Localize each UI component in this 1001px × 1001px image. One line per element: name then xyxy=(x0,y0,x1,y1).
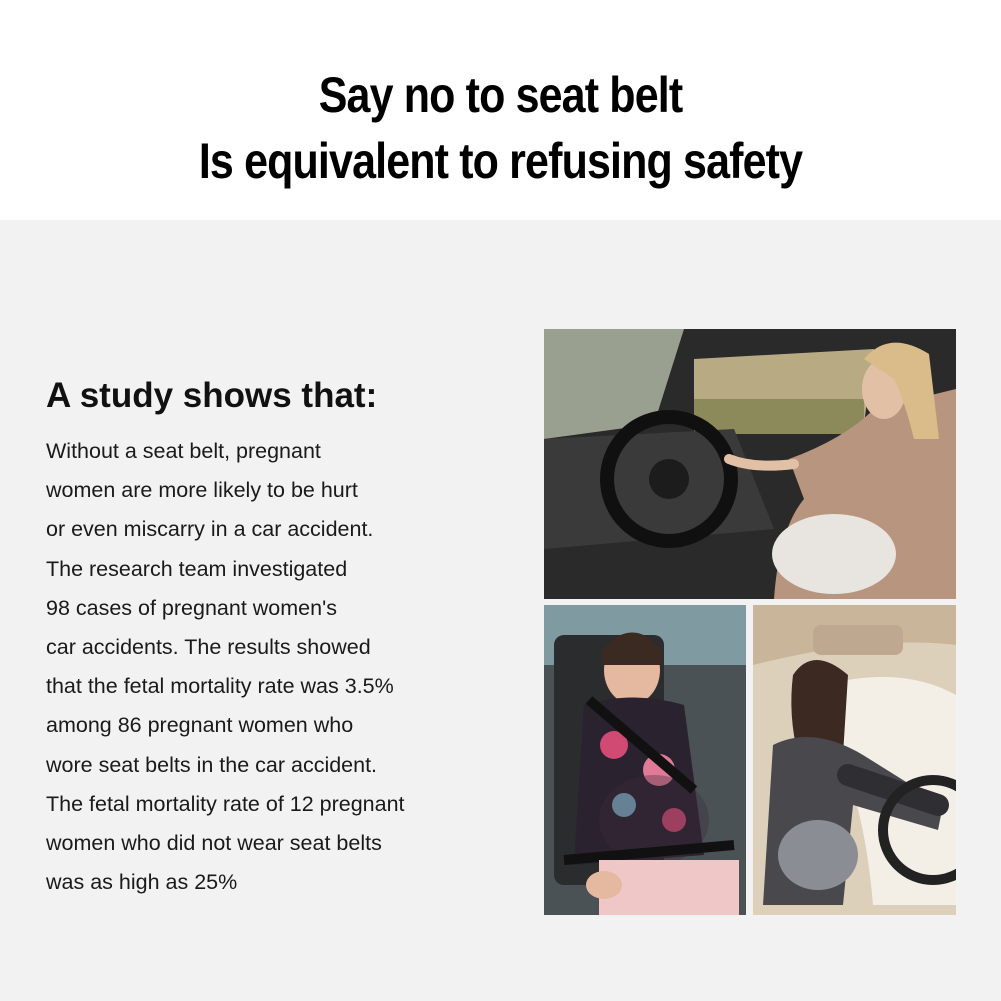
header-banner xyxy=(0,0,1001,220)
headline-line-1: Say no to seat belt xyxy=(318,67,683,123)
study-line: The research team investigated xyxy=(46,556,348,581)
study-line: Without a seat belt, pregnant xyxy=(46,439,321,463)
study-body xyxy=(46,432,486,902)
study-line: or even miscarry in a car accident. xyxy=(46,517,374,542)
study-line: The fetal mortality rate of 12 pregnant xyxy=(46,791,405,816)
headline-line-2: Is equivalent to refusing safety xyxy=(198,133,803,189)
study-line: among 86 pregnant women who xyxy=(46,713,354,738)
study-line: wore seat belts in the car accident. xyxy=(46,752,378,777)
study-line: was as high as 25% xyxy=(46,870,238,895)
photo-pregnant-woman-seatbelt xyxy=(544,605,746,915)
seatbelt-scene-illustration xyxy=(544,605,746,915)
photo-pregnant-woman-driving xyxy=(544,329,956,599)
study-line: women who did not wear seat belts xyxy=(46,831,382,856)
side-view-scene-illustration xyxy=(753,605,956,915)
study-line: that the fetal mortality rate was 3.5% xyxy=(46,674,394,699)
study-title: A study shows that: xyxy=(46,376,378,415)
study-line: women are more likely to be hurt xyxy=(46,478,358,503)
study-line: 98 cases of pregnant women's xyxy=(46,595,337,620)
photo-woman-at-wheel xyxy=(753,605,956,915)
driving-scene-illustration xyxy=(544,329,956,599)
study-line: car accidents. The results showed xyxy=(46,635,371,660)
